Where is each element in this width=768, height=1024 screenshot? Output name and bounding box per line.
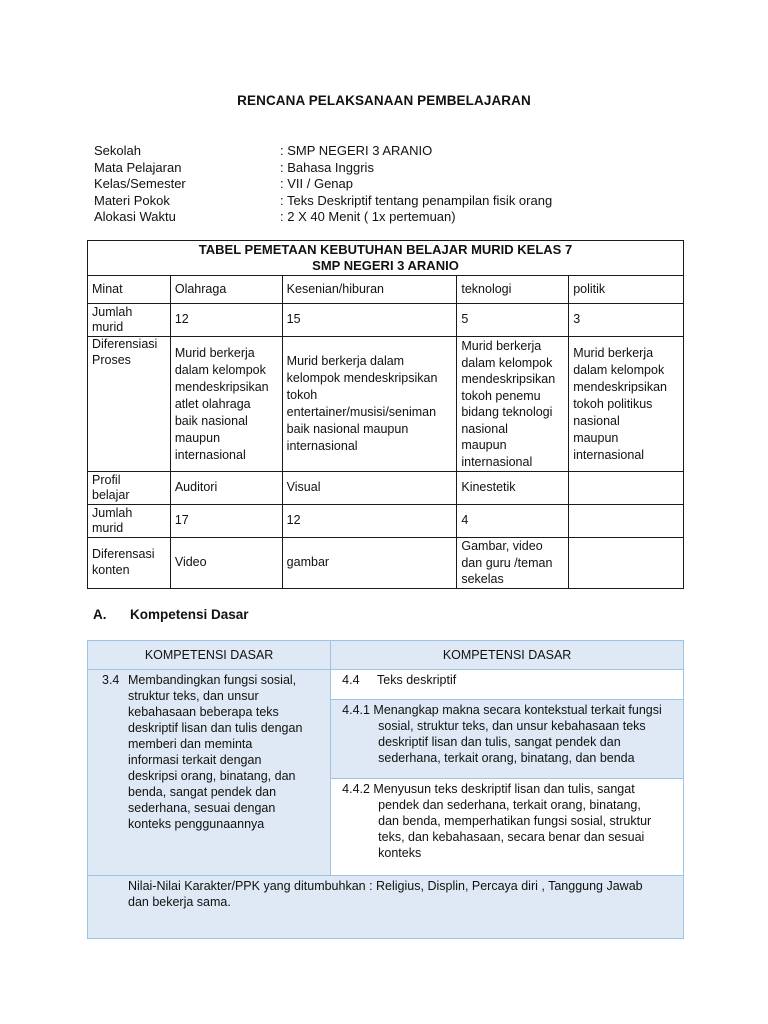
kd-line: konteks penggunaannya: [128, 817, 265, 831]
competency-header: KOMPETENSI DASAR: [88, 641, 331, 670]
table-row-diferensiasi-proses: [88, 337, 684, 472]
table-cell: Visual: [282, 472, 457, 505]
kd-number: 3.4: [102, 673, 120, 687]
table-cell: Olahraga: [170, 276, 282, 304]
cell-line: tokoh politikus: [573, 396, 653, 411]
row-label-line: murid: [92, 320, 124, 334]
cell-line: dan guru /teman: [461, 555, 553, 570]
document-title: RENCANA PELAKSANAAN PEMBELAJARAN: [237, 93, 531, 108]
table-cell: [457, 337, 569, 472]
table-cell: politik: [569, 276, 684, 304]
table-cell: 4: [457, 505, 569, 538]
table-row-jumlah: [88, 304, 684, 337]
info-row-kelas-semester: [94, 176, 552, 193]
cell-line: internasional: [573, 447, 645, 462]
kd-line: 4.4.2 Menyusun teks deskriptif lisan dan tulis, sangat: [342, 782, 635, 796]
row-label: [88, 472, 171, 505]
row-label: [88, 304, 171, 337]
cell-line: sekelas: [461, 572, 504, 586]
info-label: Sekolah: [94, 143, 141, 158]
cell-line: entertainer/musisi/seniman: [286, 405, 437, 419]
character-values-line: Nilai-Nilai Karakter/PPK yang ditumbuhkan : Religius, Displin, Percaya diri , Tanggung Jawab: [128, 879, 643, 893]
table-cell: Kesenian/hiburan: [282, 276, 457, 304]
table-cell: [282, 337, 457, 472]
info-value: : SMP NEGERI 3 ARANIO: [280, 143, 433, 158]
section-letter: A.: [93, 607, 107, 622]
kd-line: sosial, struktur teks, dan unsur kebahasaan teks: [378, 719, 646, 733]
cell-line: tokoh: [286, 388, 318, 402]
info-block: [94, 143, 552, 226]
row-label-line: Diferensasi: [92, 547, 155, 562]
info-row-materi-pokok: [94, 193, 552, 210]
cell-line: tokoh penemu: [461, 388, 541, 403]
cell-line: mendeskripsikan: [573, 379, 667, 394]
section-heading: [93, 607, 249, 622]
table-cell: 3: [569, 304, 684, 337]
cell-line: maupun: [573, 430, 619, 445]
info-value: : 2 X 40 Menit ( 1x pertemuan): [280, 209, 456, 225]
section-title: Kompetensi Dasar: [130, 607, 249, 622]
competency-header-row: [88, 641, 684, 670]
table-cell: teknologi: [457, 276, 569, 304]
kd-line: kebahasaan beberapa teks: [128, 705, 279, 719]
kd-line: pendek dan sederhana, terkait orang, binatang,: [378, 798, 641, 812]
table-row-profil-belajar: [88, 472, 684, 505]
cell-line: Gambar, video: [461, 539, 543, 553]
competency-row: [88, 670, 684, 700]
info-row-sekolah: [94, 143, 552, 160]
kd-line: struktur teks, dan unsur: [128, 689, 259, 703]
table-cell: Kinestetik: [457, 472, 569, 505]
table-cell: 5: [457, 304, 569, 337]
row-label-line: Proses: [92, 352, 131, 367]
cell-line: kelompok mendeskripsikan: [286, 371, 438, 385]
row-label-line: konten: [92, 562, 130, 577]
kd-number: 4.4: [342, 673, 360, 687]
cell-line: maupun: [174, 430, 221, 445]
cell-line: nasional: [573, 413, 620, 428]
character-values: [88, 876, 684, 939]
kd-text: [128, 672, 302, 832]
table-cell: [569, 472, 684, 505]
kd-line: memberi dan meminta: [128, 737, 253, 751]
kd-line: informasi terkait dengan: [128, 753, 262, 767]
table-cell: [569, 337, 684, 472]
competency-table: [87, 640, 684, 939]
table-title: [88, 241, 684, 276]
info-value: : Bahasa Inggris: [280, 159, 374, 175]
kd-3-4-cell: [88, 670, 331, 876]
kd-line: deskriptif lisan dan tulis dengan: [128, 721, 303, 735]
row-label-line: Diferensiasi: [92, 337, 158, 351]
table-cell: [569, 505, 684, 538]
info-label: Materi Pokok: [94, 192, 170, 208]
cell-line: dalam kelompok: [461, 355, 553, 370]
table-row-diferensiasi-konten: [88, 538, 684, 589]
cell-line: nasional: [461, 421, 508, 436]
info-row-alokasi-waktu: [94, 209, 552, 226]
table-cell: [457, 538, 569, 589]
row-label: [88, 538, 171, 589]
row-label-line: belajar: [92, 488, 130, 502]
cell-line: dalam kelompok: [174, 362, 266, 377]
table-cell: 15: [282, 304, 457, 337]
table-cell: Auditori: [170, 472, 282, 505]
table-cell: gambar: [282, 538, 457, 589]
cell-line: mendeskripsikan: [461, 372, 556, 386]
info-label: Kelas/Semester: [94, 176, 186, 192]
info-label: Alokasi Waktu: [94, 209, 176, 225]
cell-line: dalam kelompok: [573, 362, 665, 377]
row-label: [88, 337, 171, 472]
cell-line: Murid berkerja: [461, 339, 542, 353]
cell-line: Murid berkerja: [174, 345, 255, 360]
cell-line: baik nasional maupun: [286, 422, 409, 436]
row-label-line: Profil: [92, 472, 121, 487]
kd-4-4-2-cell: [331, 779, 684, 876]
kd-line: dan benda, memperhatikan fungsi sosial, struktur: [378, 814, 652, 828]
character-values-row: [88, 876, 684, 939]
kd-line: deskriptif lisan dan tulis, sangat pendek dan: [378, 735, 621, 749]
row-label-line: murid: [92, 521, 124, 535]
kd-line: Membandingkan fungsi sosial,: [128, 673, 297, 687]
kd-text: Teks deskriptif: [377, 673, 457, 687]
kd-line: deskripsi orang, binatang, dan: [128, 769, 296, 783]
info-label: Mata Pelajaran: [94, 159, 182, 175]
table-row-minat: [88, 276, 684, 304]
kd-4-4-cell: [331, 670, 684, 700]
cell-line: bidang teknologi: [461, 405, 553, 419]
row-label: Minat: [88, 276, 171, 304]
table-title-line: TABEL PEMETAAN KEBUTUHAN BELAJAR MURID KELAS 7: [198, 242, 573, 257]
kd-line: teks, dan kebahasaan, secara benar dan sesuai: [378, 830, 645, 844]
table-cell: Video: [170, 538, 282, 589]
cell-line: internasional: [286, 439, 358, 453]
cell-line: atlet olahraga: [174, 396, 251, 411]
cell-line: internasional: [174, 447, 246, 462]
table-title-row: [88, 241, 684, 276]
learning-needs-table: [87, 240, 684, 589]
table-cell: 12: [170, 304, 282, 337]
cell-line: Murid berkerja: [573, 345, 654, 360]
cell-line: maupun: [461, 438, 507, 452]
table-row-jumlah: [88, 505, 684, 538]
info-value: : Teks Deskriptif tentang penampilan fisik orang: [280, 192, 553, 208]
kd-line: sederhana, terkait orang, binatang, dan benda: [378, 751, 635, 765]
table-title-line: SMP NEGERI 3 ARANIO: [312, 258, 459, 273]
table-cell: [170, 337, 282, 472]
kd-line: 4.4.1 Menangkap makna secara kontekstual terkait fungsi: [342, 703, 662, 717]
kd-4-4-1-cell: [331, 700, 684, 779]
kd-line: konteks: [378, 846, 422, 860]
character-values-line: dan bekerja sama.: [128, 895, 231, 909]
row-label-line: Jumlah: [92, 304, 133, 319]
kd-line: benda, sangat pendek dan: [128, 785, 277, 799]
competency-header: KOMPETENSI DASAR: [331, 641, 684, 670]
cell-line: Murid berkerja dalam: [286, 354, 405, 368]
cell-line: mendeskripsikan: [174, 379, 269, 394]
row-label: [88, 505, 171, 538]
table-cell: 12: [282, 505, 457, 538]
cell-line: baik nasional: [174, 413, 248, 428]
cell-line: internasional: [461, 454, 533, 469]
info-row-mata-pelajaran: [94, 160, 552, 177]
kd-line: sederhana, sesuai dengan: [128, 801, 276, 815]
table-cell: 17: [170, 505, 282, 538]
kd-3-4: [88, 672, 320, 832]
table-cell: [569, 538, 684, 589]
row-label-line: Jumlah: [92, 505, 133, 520]
info-value: : VII / Genap: [280, 176, 353, 192]
